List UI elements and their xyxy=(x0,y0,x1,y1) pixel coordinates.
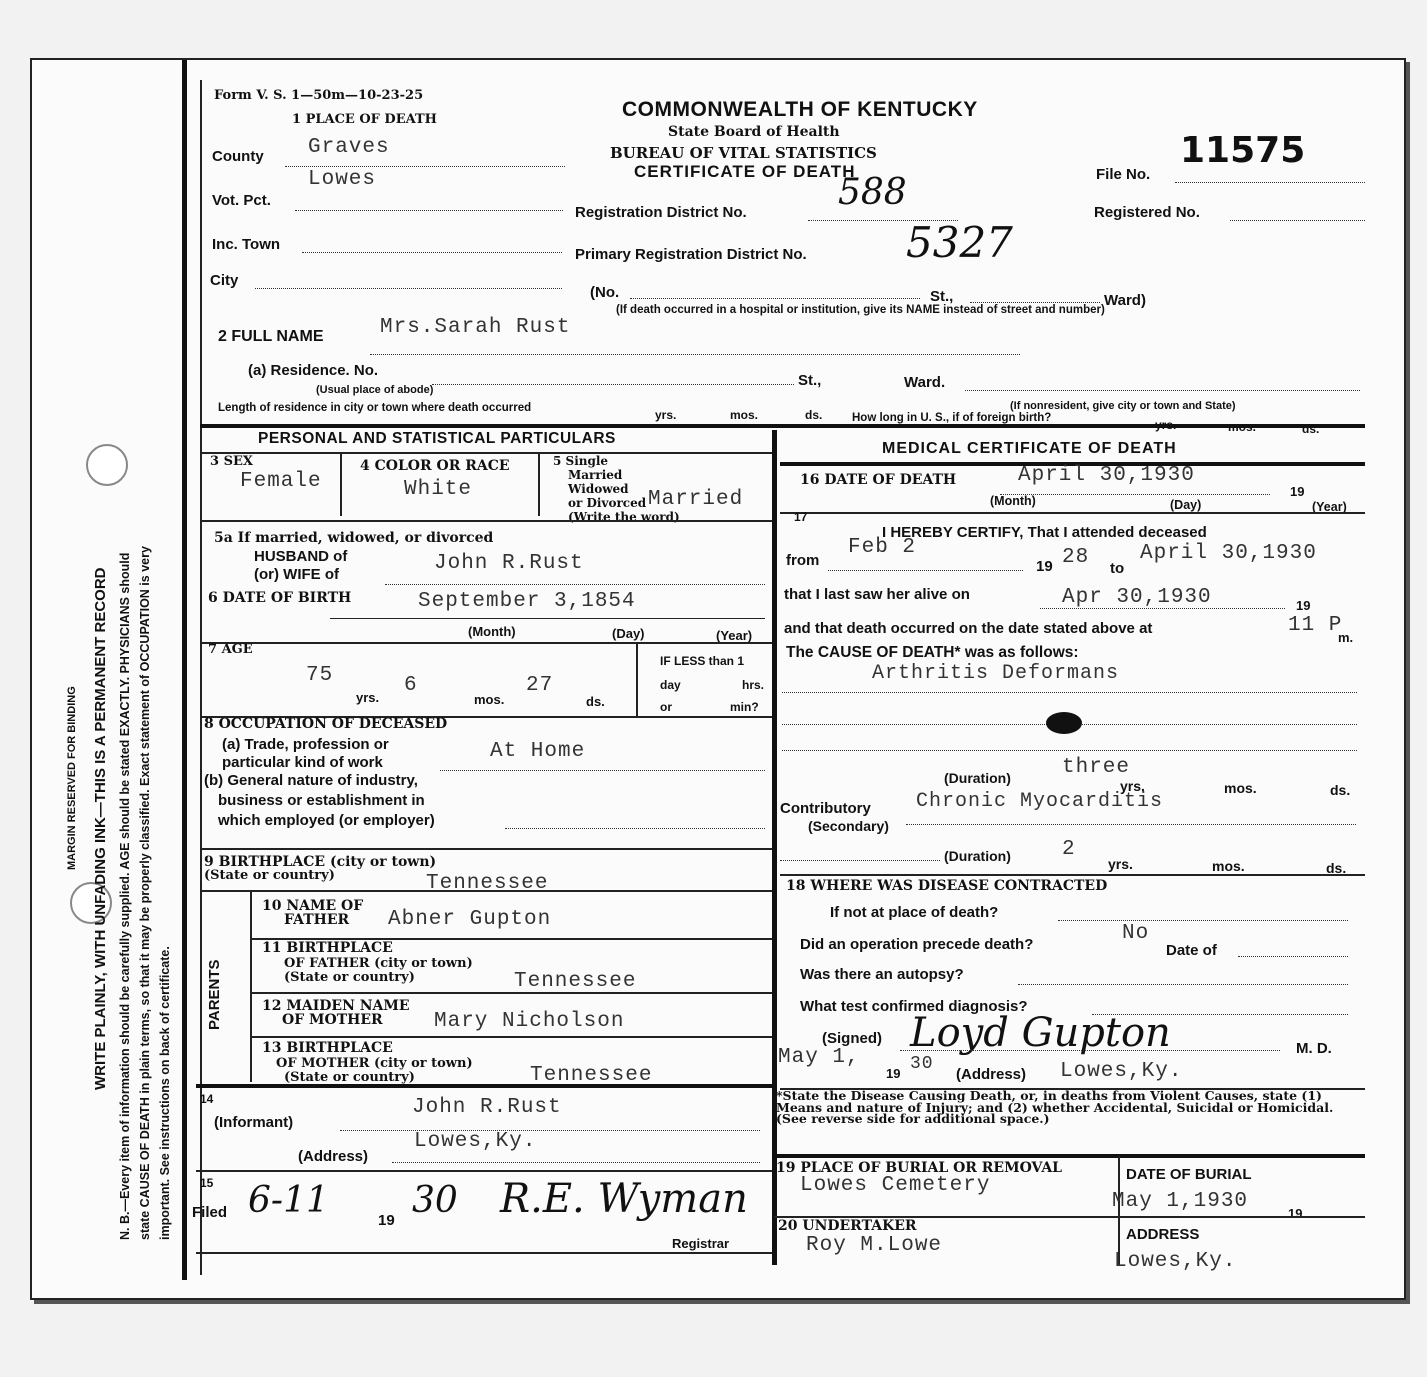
usual-abode-note: (Usual place of abode) xyxy=(316,384,434,396)
age-mos-caption: mos. xyxy=(474,692,505,707)
parents-divider xyxy=(250,892,252,1082)
informant-address-label: (Address) xyxy=(298,1148,369,1165)
occupation-a-1: (a) Trade, profession or xyxy=(222,736,389,753)
from-year: 28 xyxy=(1062,546,1090,569)
signed-year: 30 xyxy=(910,1054,934,1074)
residence-ward-line xyxy=(965,390,1360,391)
test-label: What test confirmed diagnosis? xyxy=(800,998,1028,1015)
operation-label: Did an operation precede death? xyxy=(800,936,1034,953)
form-number: Form V. S. 1—50m—10-23-25 xyxy=(214,88,424,103)
sex-label: 3 SEX xyxy=(210,454,253,469)
contributory-label: Contributory xyxy=(780,800,871,817)
margin-instructions-2: state CAUSE OF DEATH in plain terms, so that it may be properly classified. Exact statement of OCCUPATION is very xyxy=(138,546,152,1240)
age-divider xyxy=(636,644,638,716)
county-line xyxy=(285,166,565,167)
file-no-line xyxy=(1175,182,1365,183)
filed-date: 6-11 xyxy=(248,1180,329,1221)
father-value: Abner Gupton xyxy=(388,908,552,931)
mother-label-1: 12 MAIDEN NAME xyxy=(262,998,410,1014)
not-at-place-line xyxy=(1058,920,1348,921)
cause-value: Arthritis Deformans xyxy=(872,662,1120,685)
duration-yrs: yrs. xyxy=(1120,778,1145,794)
length-of-residence-label: Length of residence in city or town where death occurred xyxy=(218,402,532,414)
state-name: COMMONWEALTH OF KENTUCKY xyxy=(622,98,978,121)
registered-no-line xyxy=(1230,220,1365,221)
mother-birthplace-1: 13 BIRTHPLACE xyxy=(262,1040,393,1056)
no-label: (No. xyxy=(590,284,620,301)
registered-no-label: Registered No. xyxy=(1094,204,1200,221)
autopsy-label: Was there an autopsy? xyxy=(800,966,964,983)
filed-label: Filed xyxy=(192,1204,228,1221)
medical-rule-4 xyxy=(774,1154,1365,1158)
last-saw-19: 19 xyxy=(1296,598,1311,613)
full-name-line xyxy=(370,354,1020,355)
residence-label: (a) Residence. No. xyxy=(248,362,379,379)
marital-label-4: or Divorced xyxy=(568,496,647,510)
county-label: County xyxy=(212,148,264,165)
mother-birthplace-value: Tennessee xyxy=(530,1064,653,1087)
marital-label-1: 5 Single xyxy=(553,454,609,468)
filed-19: 19 xyxy=(378,1212,395,1229)
primary-district-label: Primary Registration District No. xyxy=(575,246,807,263)
cause-line-3 xyxy=(782,750,1357,751)
contributory-value: Chronic Myocarditis xyxy=(916,790,1164,813)
physician-address-label: (Address) xyxy=(956,1066,1027,1083)
physician-address-value: Lowes,Ky. xyxy=(1060,1060,1183,1083)
father-birthplace-3: (State or country) xyxy=(284,970,415,985)
board-name: State Board of Health xyxy=(668,124,840,140)
time-m: m. xyxy=(1338,630,1354,645)
time-of-death: 11 P xyxy=(1288,614,1343,637)
birthplace-label-2: (State or country) xyxy=(204,868,335,883)
age-months: 6 xyxy=(404,674,418,697)
row-rule-8 xyxy=(250,1036,772,1038)
contributory-line xyxy=(906,824,1356,825)
father-label-2: FATHER xyxy=(284,912,350,928)
medical-heading: MEDICAL CERTIFICATE OF DEATH xyxy=(882,440,1177,457)
duration-value: three xyxy=(1062,756,1131,779)
age-yrs-caption: yrs. xyxy=(356,690,380,705)
duration2-value: 2 xyxy=(1062,838,1076,861)
mother-label-2: OF MOTHER xyxy=(282,1012,383,1028)
informant-number: 14 xyxy=(200,1092,214,1106)
date-of-label: Date of xyxy=(1166,942,1217,959)
mother-value: Mary Nicholson xyxy=(434,1010,625,1033)
signed-19: 19 xyxy=(886,1066,901,1081)
occurred-label: and that death occurred on the date stated above at xyxy=(784,620,1153,637)
section-rule xyxy=(200,424,1365,428)
occupation-b-1: (b) General nature of industry, xyxy=(204,772,418,789)
inc-town-line xyxy=(302,252,562,253)
margin-write-plainly: WRITE PLAINLY, WITH UNFADING INK—THIS IS A PERMANENT RECORD xyxy=(92,567,109,1090)
marital-value: Married xyxy=(648,488,744,511)
filed-number: 15 xyxy=(200,1176,214,1190)
last-saw-value: Apr 30,1930 xyxy=(1062,586,1212,609)
spouse-label-2: HUSBAND of xyxy=(254,548,348,565)
dob-month-caption: (Month) xyxy=(468,624,516,639)
county-value: Graves xyxy=(308,136,390,159)
race-marital-divider xyxy=(538,454,540,516)
occupation-b-3: which employed (or employer) xyxy=(218,812,435,829)
duration-mos: mos. xyxy=(1224,780,1257,796)
residence-ward-label: Ward. xyxy=(904,374,946,391)
from-line xyxy=(828,570,1023,571)
undertaker-label: 20 UNDERTAKER xyxy=(778,1218,917,1234)
item-17: 17 xyxy=(794,510,808,524)
undertaker-address-label: ADDRESS xyxy=(1126,1226,1200,1243)
residence-st-label: St., xyxy=(798,372,822,389)
father-birthplace-value: Tennessee xyxy=(514,970,637,993)
no-line xyxy=(630,298,920,299)
dod-year-caption: (Year) xyxy=(1312,500,1347,514)
vot-pct-label: Vot. Pct. xyxy=(212,192,271,209)
informant-address-value: Lowes,Ky. xyxy=(414,1130,537,1153)
center-column-rule xyxy=(772,430,777,1265)
how-long-label: How long in U. S., if of foreign birth? xyxy=(852,412,1052,424)
sex-value: Female xyxy=(240,470,322,493)
operation-value: No xyxy=(1122,922,1150,945)
last-saw-line xyxy=(1040,608,1285,609)
burial-19: 19 xyxy=(1288,1206,1303,1221)
cause-line-1 xyxy=(782,692,1357,693)
race-label: 4 COLOR OR RACE xyxy=(360,458,510,474)
personal-heading: PERSONAL AND STATISTICAL PARTICULARS xyxy=(258,430,616,447)
autopsy-line xyxy=(1018,984,1348,985)
marital-label-2: Married xyxy=(568,468,623,482)
mother-birthplace-3: (State or country) xyxy=(284,1070,415,1085)
registrar-label: Registrar xyxy=(672,1236,730,1251)
from-19: 19 xyxy=(1036,558,1053,575)
margin-instructions-1: N. B.—Every item of information should be carefully supplied. AGE should be stated EXACTLY. PHYSICIANS should xyxy=(118,552,132,1240)
informant-address-line xyxy=(392,1162,760,1163)
date-of-death-value: April 30,1930 xyxy=(1018,464,1195,487)
less-than-min: min? xyxy=(730,700,759,714)
dob-day-caption: (Day) xyxy=(612,626,645,641)
burial-place-value: Lowes Cemetery xyxy=(800,1174,991,1197)
spouse-label-3: (or) WIFE of xyxy=(254,566,339,583)
registration-district-value: 588 xyxy=(838,172,907,213)
burial-date-value: May 1,1930 xyxy=(1112,1190,1249,1213)
signed-date: May 1, xyxy=(778,1046,860,1069)
st-line xyxy=(970,302,1100,303)
informant-line xyxy=(340,1130,760,1131)
undertaker-value: Roy M.Lowe xyxy=(806,1234,943,1257)
burial-place-label: 19 PLACE OF BURIAL OR REMOVAL xyxy=(776,1160,1063,1176)
less-than-label-3: or xyxy=(660,700,672,714)
informant-value: John R.Rust xyxy=(412,1096,562,1119)
city-label: City xyxy=(210,272,239,289)
ward-label: Ward) xyxy=(1104,292,1146,309)
vot-pct-value: Lowes xyxy=(308,168,377,191)
less-than-label-2: day xyxy=(660,678,681,692)
from-label: from xyxy=(786,552,820,569)
duration2-label: (Duration) xyxy=(944,848,1011,864)
margin-rule xyxy=(182,60,187,1280)
hospital-note: (If death occurred in a hospital or institution, give its NAME instead of street and number) xyxy=(616,304,1105,316)
duration2-mos: mos. xyxy=(1212,858,1245,874)
margin-binding-note: MARGIN RESERVED FOR BINDING xyxy=(66,686,78,870)
dob-value: September 3,1854 xyxy=(418,590,636,613)
dod-19: 19 xyxy=(1290,484,1305,499)
nonresident-note: (If nonresident, give city or town and State) xyxy=(1010,400,1236,412)
row-rule-7 xyxy=(250,992,772,994)
certificate-title: CERTIFICATE OF DEATH xyxy=(634,162,856,181)
dob-label: 6 DATE OF BIRTH xyxy=(208,590,352,606)
employer-line xyxy=(505,828,765,829)
duration2-ds: ds. xyxy=(1326,860,1347,876)
medical-rule-1 xyxy=(780,512,1365,514)
to-label: to xyxy=(1110,560,1125,577)
last-saw-label: that I last saw her alive on xyxy=(784,586,970,603)
binding-hole-top xyxy=(86,444,128,486)
duration-label: (Duration) xyxy=(944,770,1011,786)
duration2-line-left xyxy=(780,860,940,861)
margin-instructions-3: important. See instructions on back of certificate. xyxy=(158,946,172,1240)
occupation-value: At Home xyxy=(490,740,586,763)
md-label: M. D. xyxy=(1296,1040,1332,1057)
st-label: St., xyxy=(930,288,954,305)
how-long-yrs: yrs. xyxy=(1155,418,1177,432)
row-rule-5 xyxy=(200,890,772,892)
row-rule-4 xyxy=(200,848,772,850)
where-contracted-label: 18 WHERE WAS DISEASE CONTRACTED xyxy=(786,878,1108,894)
row-rule-10 xyxy=(196,1170,772,1172)
signed-label: (Signed) xyxy=(822,1030,882,1047)
file-no-label: File No. xyxy=(1096,166,1151,183)
age-days: 27 xyxy=(526,674,554,697)
full-name-label: 2 FULL NAME xyxy=(218,328,324,345)
age-ds-caption: ds. xyxy=(586,694,605,709)
spouse-label-1: 5a If married, widowed, or divorced xyxy=(214,530,494,546)
dod-day-caption: (Day) xyxy=(1170,498,1202,512)
filed-year: 30 xyxy=(412,1180,458,1221)
age-label: 7 AGE xyxy=(208,642,253,657)
spouse-line xyxy=(385,584,765,585)
city-line xyxy=(255,288,562,289)
marital-label-3: Widowed xyxy=(568,482,629,496)
undertaker-address-value: Lowes,Ky. xyxy=(1114,1250,1237,1273)
bureau-name: BUREAU OF VITAL STATISTICS xyxy=(610,144,877,162)
parents-label: PARENTS xyxy=(206,959,223,1030)
ink-blot xyxy=(1046,712,1082,734)
from-value: Feb 2 xyxy=(848,536,917,559)
not-at-place-label: If not at place of death? xyxy=(830,904,999,921)
row-rule-9 xyxy=(196,1084,772,1088)
how-long-mos: mos. xyxy=(1228,420,1257,434)
secondary-label: (Secondary) xyxy=(808,818,889,834)
dod-month-caption: (Month) xyxy=(990,494,1036,508)
place-of-death-heading: 1 PLACE OF DEATH xyxy=(292,112,437,127)
duration2-yrs: yrs. xyxy=(1108,856,1133,872)
full-name-value: Mrs.Sarah Rust xyxy=(380,316,571,339)
informant-label: (Informant) xyxy=(214,1114,294,1131)
bottom-rule-left xyxy=(196,1252,772,1254)
to-value: April 30,1930 xyxy=(1140,542,1317,565)
medical-rule-2 xyxy=(780,874,1365,876)
date-of-death-label: 16 DATE OF DEATH xyxy=(800,472,957,488)
birthplace-label: 9 BIRTHPLACE (city or town) xyxy=(204,854,437,870)
row-rule-1 xyxy=(200,520,772,522)
length-yrs: yrs. xyxy=(655,408,677,422)
inc-town-label: Inc. Town xyxy=(212,236,281,253)
dob-year-caption: (Year) xyxy=(716,628,753,643)
age-years: 75 xyxy=(306,664,334,687)
length-mos: mos. xyxy=(730,408,759,422)
dob-line xyxy=(330,618,765,619)
cause-label: The CAUSE OF DEATH* was as follows: xyxy=(786,644,1079,661)
duration-ds: ds. xyxy=(1330,782,1351,798)
signed-line xyxy=(900,1050,1280,1051)
registration-district-label: Registration District No. xyxy=(575,204,747,221)
burial-date-label: DATE OF BURIAL xyxy=(1126,1166,1252,1183)
date-of-line xyxy=(1238,956,1348,957)
race-value: White xyxy=(404,478,473,501)
father-birthplace-2: OF FATHER (city or town) xyxy=(284,956,473,971)
father-birthplace-1: 11 BIRTHPLACE xyxy=(262,940,393,956)
occupation-line xyxy=(440,770,765,771)
less-than-hrs: hrs. xyxy=(742,678,765,692)
personal-heading-rule xyxy=(200,452,772,454)
cause-footnote: *State the Disease Causing Death, or, in deaths from Violent Causes, state (1) Means and nature of Injury; and (2) whether Accidental, Suicidal or Homicidal. (See reverse side for additional space.) xyxy=(776,1088,1334,1126)
spouse-value: John R.Rust xyxy=(434,552,584,575)
registrar-signature: R.E. Wyman xyxy=(500,1176,748,1222)
file-number: 11575 xyxy=(1180,130,1306,171)
row-rule-2 xyxy=(200,642,772,644)
father-label-1: 10 NAME OF xyxy=(262,898,364,914)
sex-race-divider xyxy=(340,454,342,516)
mother-birthplace-2: OF MOTHER (city or town) xyxy=(276,1056,473,1071)
residence-line xyxy=(432,384,794,385)
how-long-ds: ds. xyxy=(1302,422,1320,436)
occupation-a-2: particular kind of work xyxy=(222,754,383,771)
physician-signature: Loyd Gupton xyxy=(910,1010,1171,1056)
length-ds: ds. xyxy=(805,408,823,422)
occupation-label: 8 OCCUPATION OF DECEASED xyxy=(204,716,448,732)
occupation-b-2: business or establishment in xyxy=(218,792,425,809)
marital-label-5: (Write the word) xyxy=(568,510,680,524)
less-than-label-1: IF LESS than 1 xyxy=(660,654,745,668)
primary-district-value: 5327 xyxy=(906,218,1013,267)
certify-statement: I HEREBY CERTIFY, That I attended deceased xyxy=(882,524,1207,541)
birthplace-value: Tennessee xyxy=(426,872,549,895)
vot-pct-line xyxy=(295,210,563,211)
date-of-death-line xyxy=(1000,494,1270,495)
